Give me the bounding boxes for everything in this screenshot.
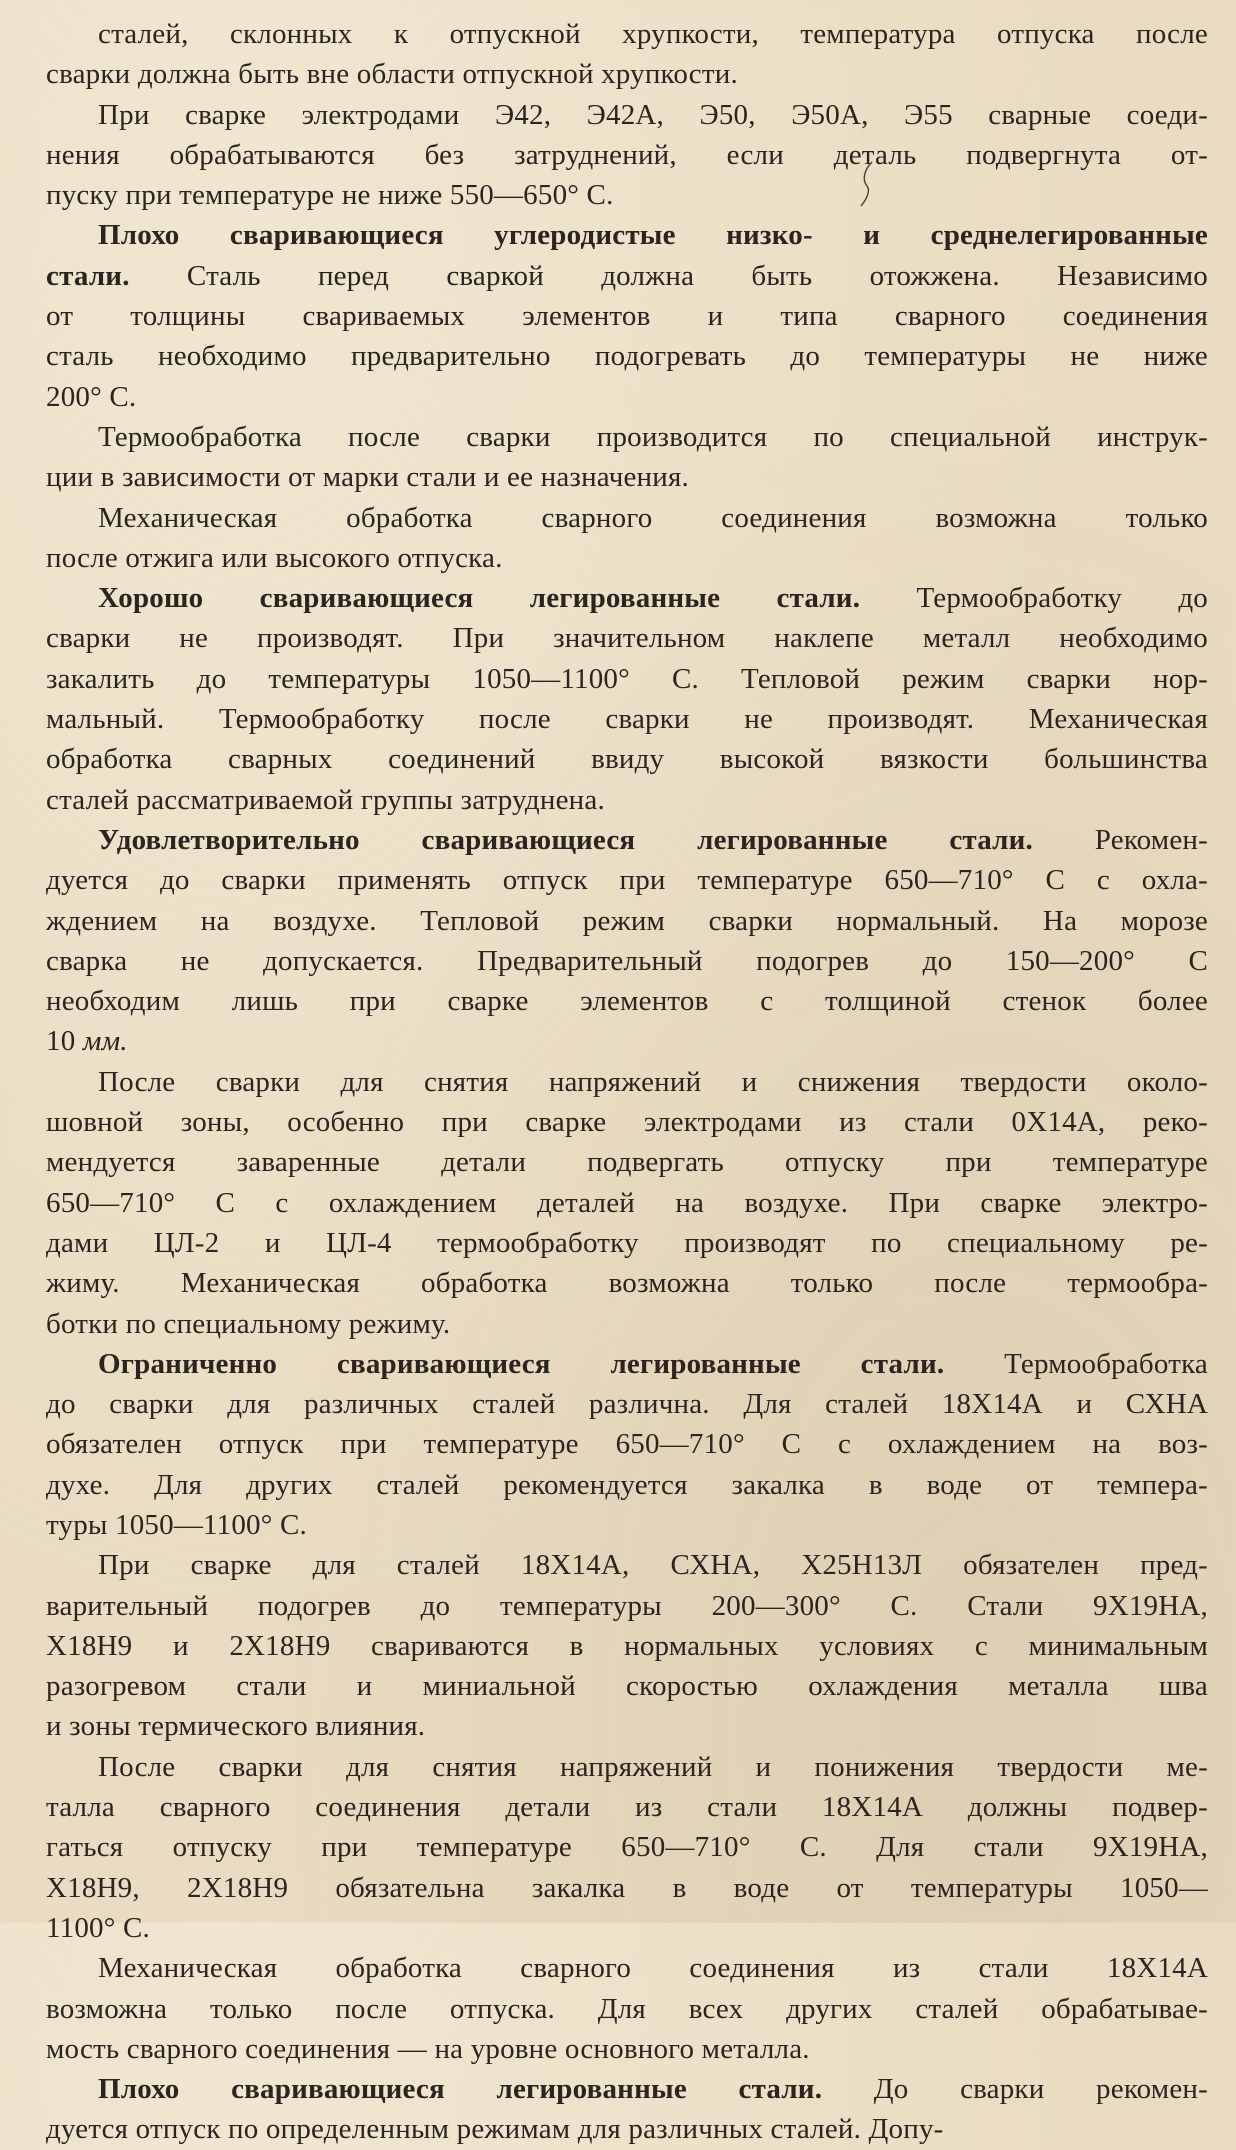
text-line <box>46 1908 1208 1948</box>
text-line <box>46 1505 1208 1545</box>
paragraph <box>46 578 1208 820</box>
pencil-mark-icon <box>858 160 878 208</box>
text-line <box>46 54 1208 94</box>
text-line <box>46 860 1208 900</box>
body-text: Термообработка после сварки производится по специальной инструк- <box>98 420 1208 453</box>
body-text: туры 1050—1100° С. <box>46 1508 307 1541</box>
italic-unit-text: мм. <box>82 1025 128 1058</box>
body-text: обязателен отпуск при температуре 650—710° С с охлаждением на воз- <box>46 1428 1208 1461</box>
text-line <box>46 256 1208 296</box>
text-line <box>46 1465 1208 1505</box>
text-line <box>46 1223 1208 1263</box>
text-line <box>46 1626 1208 1666</box>
text-line <box>46 981 1208 1021</box>
text-line <box>46 498 1208 538</box>
body-text: мость сварного соединения — на уровне основного металла. <box>46 2032 810 2065</box>
text-line <box>46 1263 1208 1303</box>
paragraph <box>46 820 1208 1062</box>
bold-heading-text: Ограниченно сваривающиеся легированные стали. <box>98 1347 945 1380</box>
body-text: При сварке электродами Э42, Э42А, Э50, Э50А, Э55 сварные соеди- <box>98 98 1208 131</box>
body-text: дуется до сварки применять отпуск при температуре 650—710° С с охла- <box>46 864 1208 897</box>
body-text: Термообработка <box>944 1347 1208 1380</box>
text-line <box>46 1868 1208 1908</box>
text-line <box>46 417 1208 457</box>
text-line <box>46 659 1208 699</box>
body-text: возможна только после отпуска. Для всех других сталей обрабатывае- <box>46 1992 1208 2025</box>
body-text: дами ЦЛ-2 и ЦЛ-4 термообработку производят по специальному ре- <box>46 1226 1208 1259</box>
body-text: Х18Н9 и 2Х18Н9 свариваются в нормальных условиях с минимальным <box>46 1629 1208 1662</box>
body-text: Сталь перед сваркой должна быть отожжена. Независимо <box>129 259 1208 292</box>
body-text: духе. Для других сталей рекомендуется закалка в воде от темпера- <box>46 1468 1208 1501</box>
text-line <box>46 2069 1208 2109</box>
body-text: сварка не допускается. Предварительный подогрев до 150—200° С <box>46 944 1208 977</box>
body-text: мендуется заваренные детали подвергать отпуску при температуре <box>46 1146 1208 1179</box>
body-text: от толщины свариваемых элементов и типа сварного соединения <box>46 300 1208 333</box>
body-text: обработка сварных соединений ввиду высокой вязкости большинства <box>46 743 1208 776</box>
paragraph <box>46 1062 1208 1344</box>
text-line <box>46 1344 1208 1384</box>
text-line <box>46 578 1208 618</box>
body-text: 650—710° С с охлаждением деталей на воздухе. При сварке электро- <box>46 1186 1208 1219</box>
text-line <box>46 1586 1208 1626</box>
body-text: Термообработку до <box>860 582 1208 615</box>
body-text: варительный подогрев до температуры 200—300° С. Стали 9Х19НА, <box>46 1589 1208 1622</box>
text-line <box>46 618 1208 658</box>
text-line <box>46 1424 1208 1464</box>
text-line <box>46 1747 1208 1787</box>
bold-heading-text: Удовлетворительно сваривающиеся легированные стали. <box>98 823 1033 856</box>
body-text: Механическая обработка сварного соединения возможна только <box>98 501 1208 534</box>
text-line <box>46 377 1208 417</box>
text-line <box>46 1304 1208 1344</box>
text-line <box>46 95 1208 135</box>
text-line <box>46 2029 1208 2069</box>
paragraph <box>46 1344 1208 1545</box>
text-line <box>46 336 1208 376</box>
bold-heading-text: стали. <box>46 259 130 292</box>
body-text: необходим лишь при сварке элементов с толщиной стенок более <box>46 985 1208 1018</box>
paragraph <box>46 215 1208 416</box>
text-line <box>46 1062 1208 1102</box>
body-text: После сварки для снятия напряжений и понижения твердости ме- <box>98 1750 1208 1783</box>
text-line <box>46 941 1208 981</box>
text-line <box>46 699 1208 739</box>
text-line <box>46 2109 1208 2149</box>
paragraph <box>46 95 1208 216</box>
body-text: закалить до температуры 1050—1100° С. Тепловой режим сварки нор- <box>46 662 1208 695</box>
body-text: Механическая обработка сварного соединения из стали 18Х14А <box>98 1952 1208 1985</box>
bold-heading-text: Плохо сваривающиеся углеродистые низко- и среднелегированные <box>98 219 1208 252</box>
text-line <box>46 1706 1208 1746</box>
body-text: ботки по специальному режиму. <box>46 1307 451 1340</box>
body-text: после отжига или высокого отпуска. <box>46 541 503 574</box>
paragraph <box>46 14 1208 95</box>
text-line <box>46 1948 1208 1988</box>
body-text: сталь необходимо предварительно подогревать до температуры не ниже <box>46 340 1208 373</box>
text-line <box>46 175 1208 215</box>
text-line <box>46 215 1208 255</box>
text-line <box>46 135 1208 175</box>
body-text: Рекомен- <box>1033 823 1208 856</box>
body-text: жиму. Механическая обработка возможна только после термообра- <box>46 1267 1208 1300</box>
text-line <box>46 1787 1208 1827</box>
body-text: 10 <box>46 1025 83 1058</box>
text-line <box>46 1545 1208 1585</box>
body-text: шовной зоны, особенно при сварке электродами из стали 0Х14А, реко- <box>46 1106 1208 1139</box>
body-text: 1100° С. <box>46 1911 150 1944</box>
paragraph <box>46 1948 1208 2069</box>
bold-heading-text: Хорошо сваривающиеся легированные стали. <box>98 582 861 615</box>
body-text: сварки должна быть вне области отпускной хрупкости. <box>46 58 738 91</box>
text-line <box>46 296 1208 336</box>
body-text: ции в зависимости от марки стали и ее назначения. <box>46 461 689 494</box>
text-line <box>46 780 1208 820</box>
body-text: Х18Н9, 2Х18Н9 обязательна закалка в воде от температуры 1050— <box>46 1871 1208 1904</box>
text-line <box>46 820 1208 860</box>
text-line <box>46 1384 1208 1424</box>
bold-heading-text: Плохо сваривающиеся легированные стали. <box>98 2073 823 2106</box>
body-text: разогревом стали и миниальной скоростью охлаждения металла шва <box>46 1670 1208 1703</box>
text-line <box>46 457 1208 497</box>
page-text <box>46 14 1208 2150</box>
text-line <box>46 1989 1208 2029</box>
body-text: До сварки рекомен- <box>822 2073 1208 2106</box>
body-text: При сварке для сталей 18Х14А, СХНА, Х25Н13Л обязателен пред- <box>98 1549 1208 1582</box>
paragraph <box>46 2069 1208 2150</box>
body-text: сварки не производят. При значительном наклепе металл необходимо <box>46 622 1208 655</box>
text-line <box>46 1102 1208 1142</box>
text-line <box>46 1142 1208 1182</box>
text-line <box>46 538 1208 578</box>
body-text: 200° С. <box>46 380 137 413</box>
body-text: пуску при температуре не ниже 550—650° С. <box>46 179 614 212</box>
body-text: мальный. Термообработку после сварки не производят. Механическая <box>46 703 1208 736</box>
body-text: сталей рассматриваемой группы затруднена. <box>46 783 605 816</box>
text-line <box>46 1183 1208 1223</box>
body-text: талла сварного соединения детали из стали 18Х14А должны подвер- <box>46 1791 1208 1824</box>
text-line <box>46 1021 1208 1061</box>
text-line <box>46 14 1208 54</box>
body-text: гаться отпуску при температуре 650—710° С. Для стали 9Х19НА, <box>46 1831 1208 1864</box>
paragraph <box>46 417 1208 498</box>
text-line <box>46 901 1208 941</box>
body-text: сталей, склонных к отпускной хрупкости, температура отпуска после <box>98 18 1208 50</box>
text-line <box>46 1827 1208 1867</box>
paragraph <box>46 1747 1208 1948</box>
body-text: ждением на воздухе. Тепловой режим сварки нормальный. На морозе <box>46 904 1208 937</box>
body-text: до сварки для различных сталей различна. Для сталей 18Х14А и СХНА <box>46 1388 1208 1421</box>
text-line <box>46 739 1208 779</box>
body-text: нения обрабатываются без затруднений, если деталь подвергнута от- <box>46 138 1208 171</box>
paragraph <box>46 1545 1208 1746</box>
paragraph <box>46 498 1208 579</box>
text-line <box>46 1666 1208 1706</box>
body-text: и зоны термического влияния. <box>46 1710 426 1743</box>
body-text: После сварки для снятия напряжений и снижения твердости около- <box>98 1065 1208 1098</box>
body-text: дуется отпуск по определенным режимам для различных сталей. Допу- <box>46 2113 944 2146</box>
